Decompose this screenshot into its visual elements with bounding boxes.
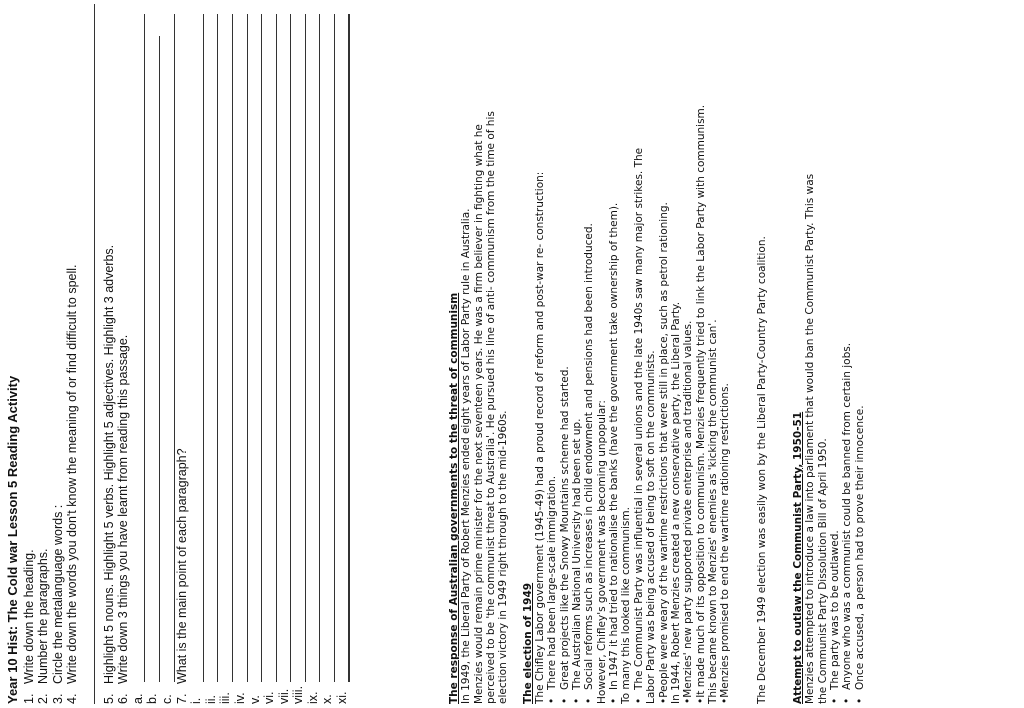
paragraph-line: •It made much of its opposition to communism. Menzies frequently tried to link the Labor Party with communism.: [694, 104, 707, 704]
reading-passage: [448, 4, 866, 704]
bullet-icon: •: [583, 697, 596, 704]
bullet-icon: •: [853, 697, 866, 704]
worksheet-title: Year 10 Hist: The Cold war Lesson 5 Reading Activity: [5, 375, 20, 704]
answer-line-iv[interactable]: iv.: [233, 4, 248, 704]
answer-line-x[interactable]: x.: [320, 4, 335, 704]
step-item: 6. Write down 3 things you have learnt from reading this passage.: [116, 334, 131, 704]
answer-line-v[interactable]: v.: [248, 4, 263, 704]
bullet-icon: •: [828, 697, 841, 704]
bullet-item: • In 1947 it had tried to nationalise the banks (have the government take ownership of them).: [608, 202, 621, 704]
paragraph-line: In 1944, Robert Menzies created a new conservative party, the Liberal Party.: [669, 301, 682, 704]
bullet-icon: •: [632, 697, 645, 704]
bullet-icon: •: [841, 697, 854, 704]
section-heading: The response of Australian governments to the threat of communism: [448, 292, 460, 704]
answer-line-iii[interactable]: iii.: [218, 4, 233, 704]
paragraph-line: election victory in 1949 right through to the mid-1960s.: [497, 410, 510, 704]
bullet-icon: •: [694, 697, 707, 704]
step-item: 4. Write down the words you don't know the meaning of or find difficult to spell.: [65, 264, 80, 704]
paragraph-line: perceived to be 'the communist threat to Australia'. He pursued his line of anti- communism from the time of his: [485, 111, 498, 704]
paragraph-line: The Chifley Labor government (1945-49) had a proud record of reform and post-war re- construction:: [534, 171, 547, 704]
paragraph-line: In 1949, the Liberal Party of Robert Menzies ended eight years of Labor Party rule in Australia.: [460, 208, 473, 704]
bullet-item: • Social reforms such as increases in child endowment and pensions had been introduced.: [583, 223, 596, 704]
bullet-item: • Once accused, a person had to prove their innocence.: [853, 405, 866, 704]
bullet-icon: •: [558, 697, 571, 704]
step-item: 5. Highlight 5 nouns. Highlight 5 verbs. Highlight 5 adjectives. Highlight 3 adverbs.: [101, 244, 116, 704]
paragraph-line: This became known to Menzies' enemies as 'kicking the communist can'.: [706, 319, 719, 704]
answer-line[interactable]: [80, 4, 95, 704]
worksheet-section: [6, 4, 350, 704]
bullet-icon: •: [608, 697, 621, 704]
step-item: 2. Number the paragraphs.: [36, 548, 51, 704]
answer-line-viii[interactable]: viii.: [291, 4, 306, 704]
bullet-icon: •: [546, 697, 559, 704]
paragraph-line: •Menzies promised to end the wartime rationing restrictions.: [719, 383, 732, 704]
step-item: 1. Write down the heading.: [21, 549, 36, 704]
bullet-item: • Great projects like the Snowy Mountains scheme had started.: [558, 366, 571, 704]
step-item: 7. What is the main point of each paragraph?: [174, 448, 189, 704]
paragraph-line: To many this looked like communism.: [620, 507, 633, 704]
bullet-item: • There had been large-scale immigration.: [546, 475, 559, 704]
bullet-item: • The Australian National University had been set up.: [571, 418, 584, 704]
bullet-icon: •: [571, 697, 584, 704]
bullet-icon: •: [719, 697, 732, 704]
answer-line-i[interactable]: i.: [189, 4, 204, 704]
paragraph-line: •People were weary of the wartime restrictions that were still in place, such as petrol rationing.: [657, 202, 670, 704]
paragraph-line: The December 1949 election was easily won by the Liberal Party-Country Party coalition.: [755, 236, 768, 704]
answer-line-c[interactable]: c.: [160, 4, 175, 704]
answer-line-a[interactable]: a.: [131, 4, 146, 704]
paragraph-line: Menzies attempted to introduce a law into parliament that would ban the Communist Party. This was: [804, 173, 817, 704]
bullet-item: • The party was to be outlawed.: [828, 530, 841, 704]
section-heading: The election of 1949: [521, 582, 534, 704]
paragraph-line: Menzies would remain prime minister for the next seventeen years. He was a firm believer in fighting what he: [472, 124, 485, 704]
bullet-icon: •: [657, 697, 670, 704]
answer-line-ix[interactable]: ix.: [306, 4, 321, 704]
step-item: 3. Circle the metalanguage words :: [50, 504, 65, 704]
answer-line-ii[interactable]: ii.: [204, 4, 219, 704]
bullet-item: • The Communist Party was influential in several unions and the late 1940s saw many major strikes. The: [632, 147, 645, 704]
paragraph-line: Labor Party was being accused of being to soft on the communists.: [645, 350, 658, 704]
answer-line-b[interactable]: b.: [145, 4, 160, 704]
paragraph-line: the Communist Party Dissolution Bill of April 1950.: [816, 438, 829, 704]
answer-line-vii[interactable]: vii.: [277, 4, 292, 704]
paragraph-line: •Menzies' new party supported private enterprise and traditional values.: [682, 320, 695, 704]
paragraph-line: However, Chifley's government was becoming unpopular:: [595, 400, 608, 704]
section-heading: Attempt to outlaw the Communist Party, 1950-51: [791, 411, 804, 704]
bullet-icon: •: [682, 697, 695, 704]
answer-line-xi[interactable]: xi.: [335, 4, 350, 704]
answer-line-vi[interactable]: vi.: [262, 4, 277, 704]
bullet-item: • Anyone who was a communist could be banned from certain jobs.: [841, 342, 854, 704]
